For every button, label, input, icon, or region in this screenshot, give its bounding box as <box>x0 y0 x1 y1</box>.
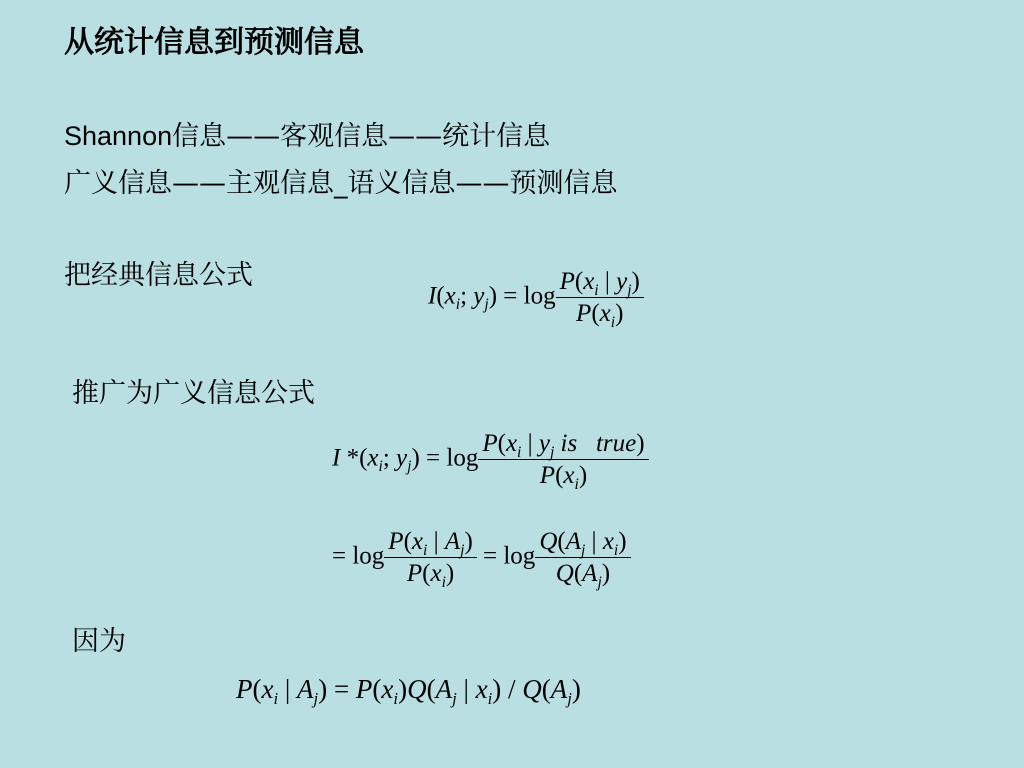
formula-generalized-line2: = log $\frac{P(x_i | A_j)}{P(x_i)}$ = log $\frac{Q(A_j | x_i)}{Q(A_j)}$ <box>332 526 631 590</box>
shannon-word: Shannon <box>64 121 173 151</box>
slide-title: 从统计信息到预测信息 <box>64 25 364 60</box>
text-line-because: 因为 <box>72 626 126 657</box>
text-line-shannon <box>64 123 550 150</box>
formula-generalized-fraction-2: $\frac{P(x_i | A_j)}{P(x_i)}$ <box>384 526 476 590</box>
formula-classic: $I(x_i$; $y_j) = \log$ $\frac{P(x_i | y_j)}{P(x_i)}$ <box>428 266 644 330</box>
formula-generalized-fraction-3: $\frac{Q(A_j | x_i)}{Q(A_j)}$ <box>535 526 630 590</box>
text-line-classic-intro: 把经典信息公式 <box>64 260 253 291</box>
text-line-generalize-intro: 推广为广义信息公式 <box>72 378 315 409</box>
formula-generalized-line1: I $*(x_i$; $y_j) = \log$ $\frac{P(x_i | y_j is true)}{P(x_i)}$ <box>332 428 649 492</box>
formula-classic-fraction: $\frac{P(x_i | y_j)}{P(x_i)}$ <box>556 266 644 330</box>
formula-because: $P(x_i$ | $A_j) = P(x_i)Q(A_j$ | $x_i) / Q(A_j)$ <box>236 674 581 709</box>
formula-generalized-fraction-1: $\frac{P(x_i | y_j is true)}{P(x_i)}$ <box>478 428 648 492</box>
text-line-generalized: 广义信息——主观信息_语义信息——预测信息 <box>64 168 618 199</box>
shannon-line-rest: 信息——客观信息——统计信息 <box>172 121 551 152</box>
